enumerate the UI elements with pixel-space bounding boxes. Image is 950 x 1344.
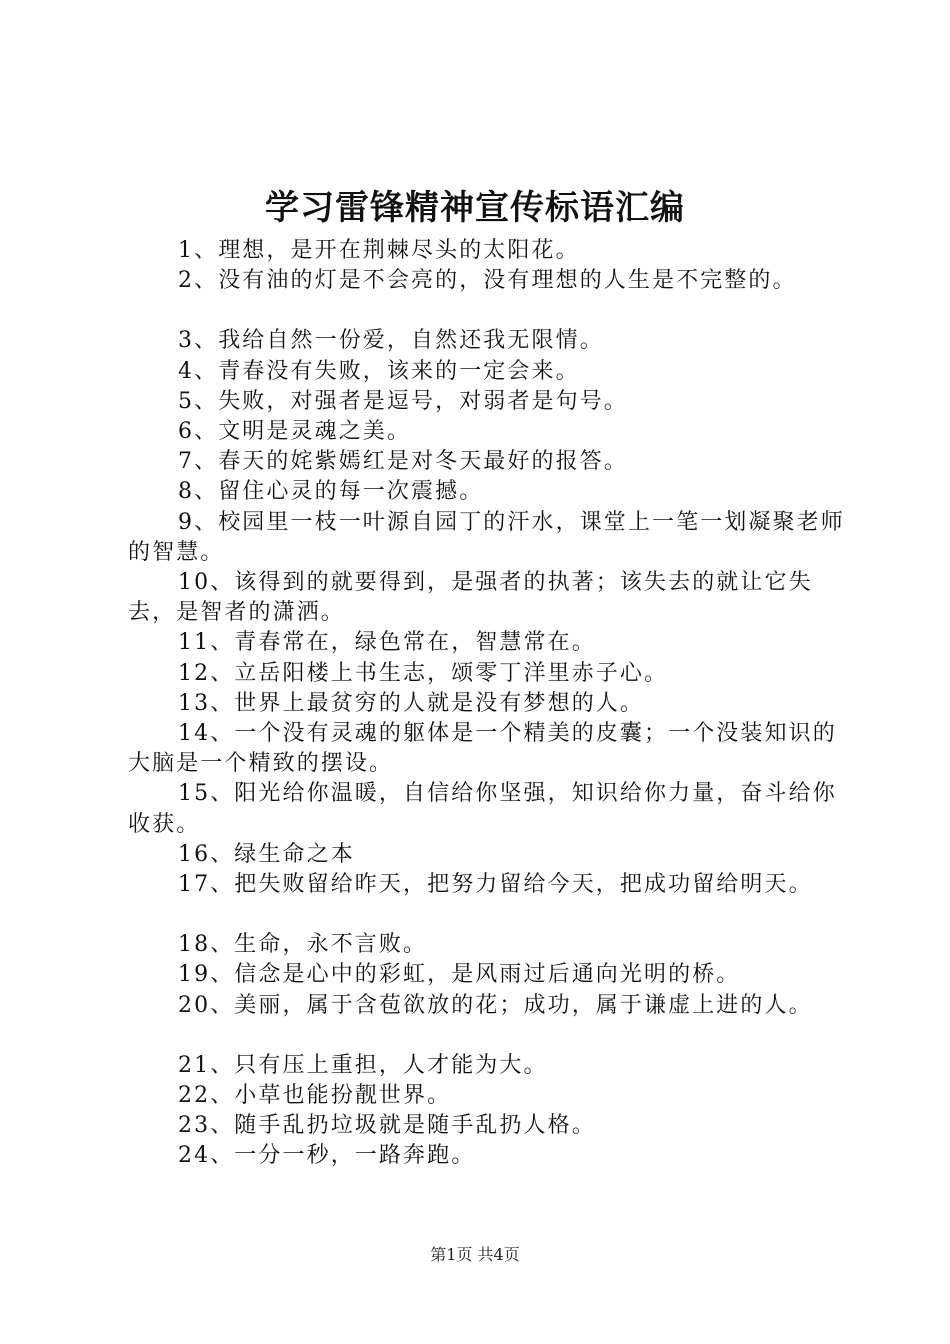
slogan-paragraph: 12、立岳阳楼上书生志，颂零丁洋里赤子心。	[178, 660, 669, 686]
slogan-paragraph: 14、一个没有灵魂的躯体是一个精美的皮囊；一个没装知识的大脑是一个精致的摆设。	[128, 721, 837, 777]
document-body	[128, 236, 848, 1172]
slogan-paragraph: 9、校园里一枝一叶源自园丁的汗水，课堂上一笔一划凝聚老师的智慧。	[128, 509, 845, 565]
page-footer: 第1页 共4页	[430, 1245, 520, 1264]
slogan-paragraph: 13、世界上最贫穷的人就是没有梦想的人。	[178, 690, 644, 716]
slogan-paragraph: 24、一分一秒，一路奔跑。	[178, 1143, 476, 1169]
slogan-paragraph: 3、我给自然一份爱，自然还我无限情。	[178, 328, 604, 354]
slogan-paragraph: 22、小草也能扮靓世界。	[178, 1083, 452, 1109]
slogan-paragraph: 8、留住心灵的每一次震撼。	[178, 479, 484, 505]
slogan-paragraph: 4、青春没有失败，该来的一定会来。	[178, 358, 580, 384]
slogan-paragraph: 16、绿生命之本	[178, 841, 355, 867]
slogan-paragraph: 1、理想，是开在荆棘尽头的太阳花。	[178, 238, 580, 263]
slogan-paragraph: 5、失败，对强者是逗号，对弱者是句号。	[178, 388, 628, 414]
slogan-paragraph: 7、春天的姹紫嫣红是对冬天最好的报答。	[178, 449, 628, 475]
document-title: 学习雷锋精神宣传标语汇编	[265, 188, 685, 228]
slogan-paragraph: 19、信念是心中的彩虹，是风雨过后通向光明的桥。	[178, 962, 741, 988]
slogan-paragraph: 23、随手乱扔垃圾就是随手乱扔人格。	[178, 1113, 596, 1139]
slogan-paragraph: 6、文明是灵魂之美。	[178, 419, 411, 445]
slogan-paragraph: 20、美丽，属于含苞欲放的花；成功，属于谦虚上进的人。	[178, 992, 813, 1018]
slogan-paragraph: 15、阳光给你温暖，自信给你坚强，知识给你力量，奋斗给你收获。	[128, 781, 837, 837]
slogan-paragraph: 10、该得到的就要得到，是强者的执著；该失去的就让它失去，是智者的潇洒。	[128, 570, 813, 626]
slogan-paragraph: 11、青春常在，绿色常在，智慧常在。	[178, 630, 596, 656]
slogan-paragraph: 21、只有压上重担，人才能为大。	[178, 1052, 548, 1078]
slogan-paragraph: 17、把失败留给昨天，把努力留给今天，把成功留给明天。	[178, 872, 813, 898]
slogan-paragraph: 2、没有油的灯是不会亮的，没有理想的人生是不完整的。	[178, 268, 797, 294]
slogan-paragraph: 18、生命，永不言败。	[178, 932, 428, 958]
